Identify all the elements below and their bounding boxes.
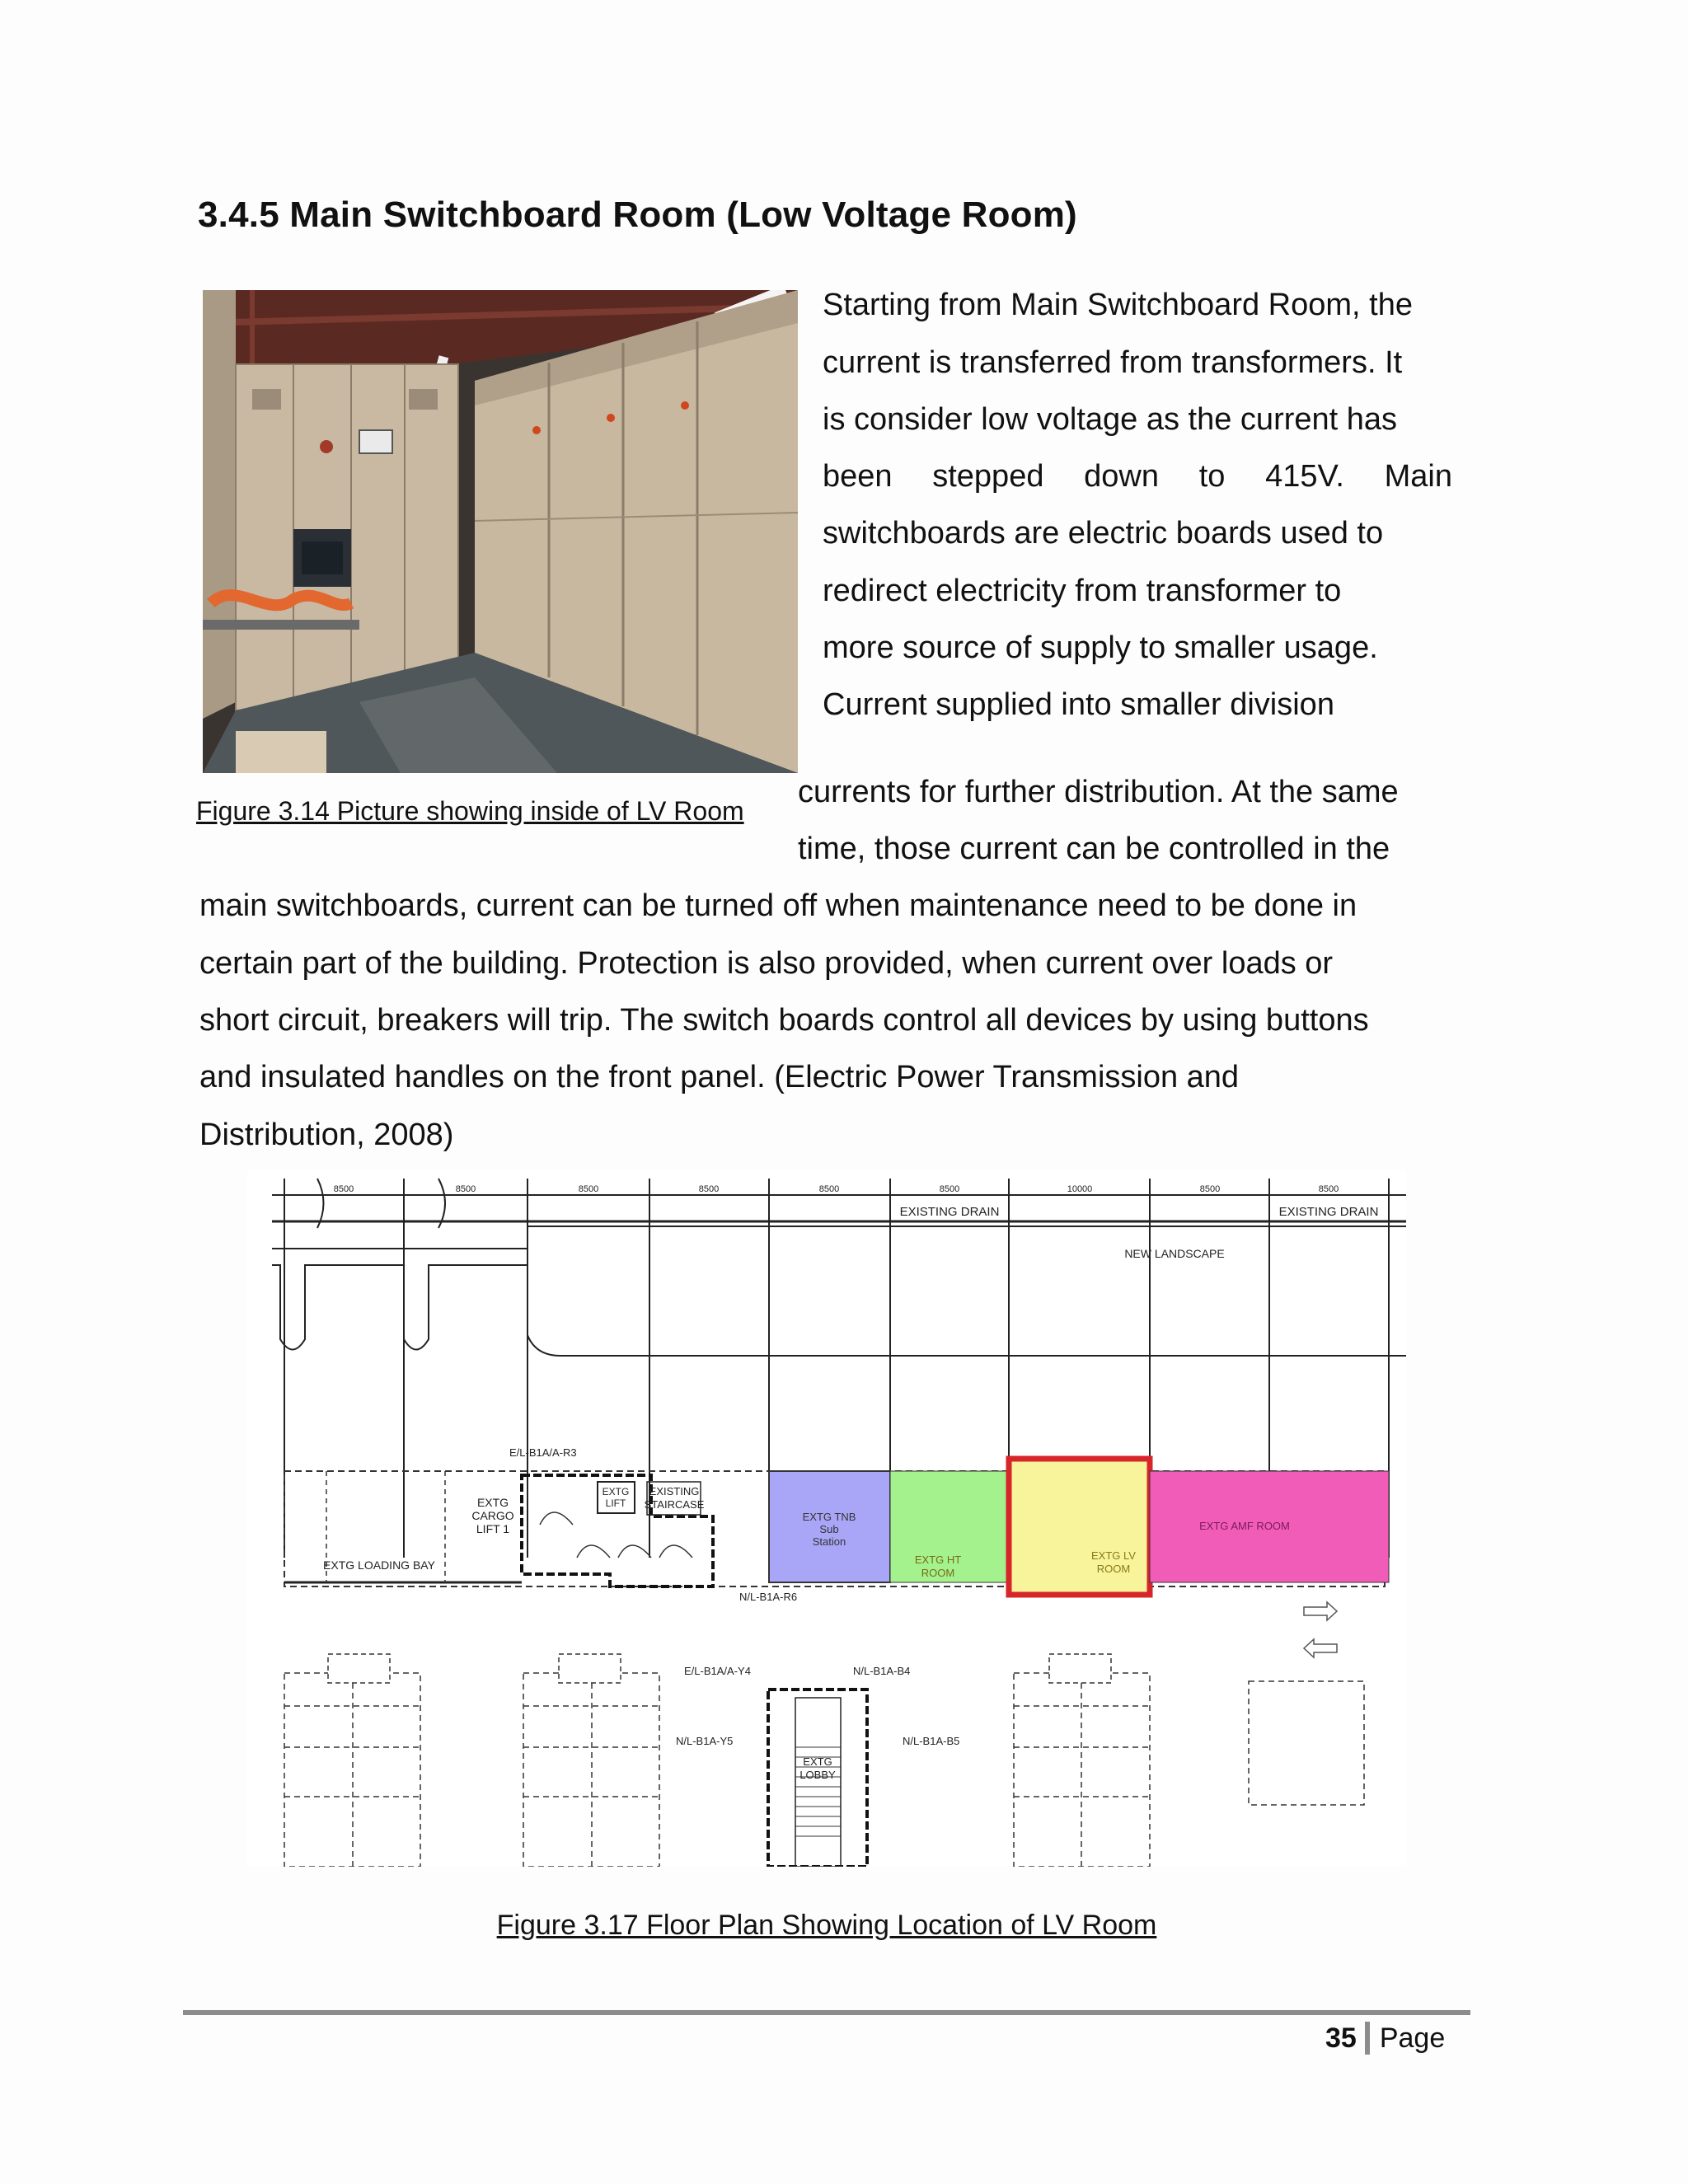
paragraph-line: time, those current can be controlled in the [798, 832, 1390, 866]
dimension-label: 8500 [818, 1184, 840, 1194]
paragraph-line: certain part of the building. Protection is also provided, when current over loads or [199, 946, 1334, 981]
footer-rule [183, 2010, 1470, 2015]
staircase-label: EXISTING [649, 1485, 700, 1497]
ht-room-label: ROOM [921, 1567, 955, 1579]
dimension-label: 8500 [455, 1184, 476, 1194]
lv-room-label: EXTG LV [1091, 1549, 1136, 1562]
page-number: 35 [1325, 2022, 1357, 2054]
circuit-tag-y4: E/L-B1A/A-Y4 [684, 1665, 751, 1677]
paragraph-word: down [1084, 459, 1159, 494]
paragraph-line: main switchboards, current can be turned off when maintenance need to be done in [199, 888, 1357, 923]
existing-drain-label: EXISTING DRAIN [899, 1205, 1000, 1219]
paragraph-word: to [1198, 459, 1226, 494]
cargo-lift-label: CARGO [471, 1509, 514, 1522]
extg-lift-label: LIFT [605, 1497, 626, 1509]
circuit-tag-r6: N/L-B1A-R6 [739, 1591, 798, 1603]
paragraph-line [823, 460, 1452, 493]
new-landscape-label: NEW LANDSCAPE [1124, 1247, 1225, 1260]
tnb-room-label: Station [812, 1535, 846, 1548]
dimension-label: 8500 [333, 1184, 354, 1194]
paragraph-line: is consider low voltage as the current has [823, 402, 1398, 437]
circuit-tag-b5: N/L-B1A-B5 [903, 1735, 960, 1747]
dimension-label: 8500 [939, 1184, 960, 1194]
lobby-label: EXTG [803, 1755, 832, 1768]
paragraph-word: been [823, 459, 893, 494]
paragraph-word: 415V. [1265, 459, 1344, 494]
paragraph-line: short circuit, breakers will trip. The switch boards control all devices by using buttons [199, 1003, 1369, 1038]
cargo-lift-label: EXTG [476, 1496, 509, 1509]
loading-bay-label: EXTG LOADING BAY [323, 1558, 435, 1572]
lv-room-label: ROOM [1096, 1563, 1131, 1575]
dimension-label: 8500 [1318, 1184, 1339, 1194]
tnb-room-label: Sub [819, 1523, 839, 1535]
circuit-tag-y5: N/L-B1A-Y5 [676, 1735, 734, 1747]
lobby-label: LOBBY [799, 1769, 836, 1781]
figure-caption-photo: Figure 3.14 Picture showing inside of LV Room [196, 796, 744, 826]
dimension-label: 8500 [578, 1184, 599, 1194]
tnb-room-label: EXTG TNB [802, 1511, 856, 1523]
page-separator [1365, 2022, 1370, 2055]
paragraph-line: Current supplied into smaller division [823, 687, 1334, 722]
paragraph-line: more source of supply to smaller usage. [823, 630, 1378, 665]
staircase-label: STAIRCASE [644, 1498, 705, 1511]
ht-room-label: EXTG HT [914, 1554, 962, 1566]
paragraph-line: current is transferred from transformers. It [823, 345, 1403, 380]
paragraph-line: switchboards are electric boards used to [823, 516, 1384, 551]
dimension-label: 8500 [1199, 1184, 1221, 1194]
paragraph-line: Distribution, 2008) [199, 1118, 454, 1152]
paragraph-line: redirect electricity from transformer to [823, 574, 1342, 608]
cargo-lift-label: LIFT 1 [476, 1522, 510, 1535]
amf-room-label: EXTG AMF ROOM [1199, 1520, 1290, 1532]
lv-room-photo [203, 290, 798, 773]
paragraph-word: Main [1384, 459, 1452, 494]
paragraph-word: stepped [932, 459, 1044, 494]
extg-lift-label: EXTG [602, 1486, 630, 1497]
paragraph-line: Starting from Main Switchboard Room, the [823, 288, 1413, 322]
dimension-label: 10000 [1067, 1184, 1093, 1194]
section-title: 3.4.5 Main Switchboard Room (Low Voltage Room) [198, 194, 1077, 235]
page-footer [1325, 2019, 1445, 2057]
page-label: Page [1379, 2022, 1446, 2054]
dimension-label: 8500 [698, 1184, 720, 1194]
paragraph-line: currents for further distribution. At the same [798, 775, 1399, 809]
existing-drain-label: EXISTING DRAIN [1278, 1205, 1379, 1219]
figure-caption-floor-plan: Figure 3.17 Floor Plan Showing Location of LV Room [496, 1910, 1157, 1941]
circuit-tag-b4: N/L-B1A-B4 [853, 1665, 911, 1677]
floor-plan-drawing [247, 1170, 1406, 1867]
circuit-tag-r3: E/L-B1A/A-R3 [509, 1446, 577, 1459]
paragraph-line: and insulated handles on the front panel. (Electric Power Transmission and [199, 1060, 1240, 1094]
